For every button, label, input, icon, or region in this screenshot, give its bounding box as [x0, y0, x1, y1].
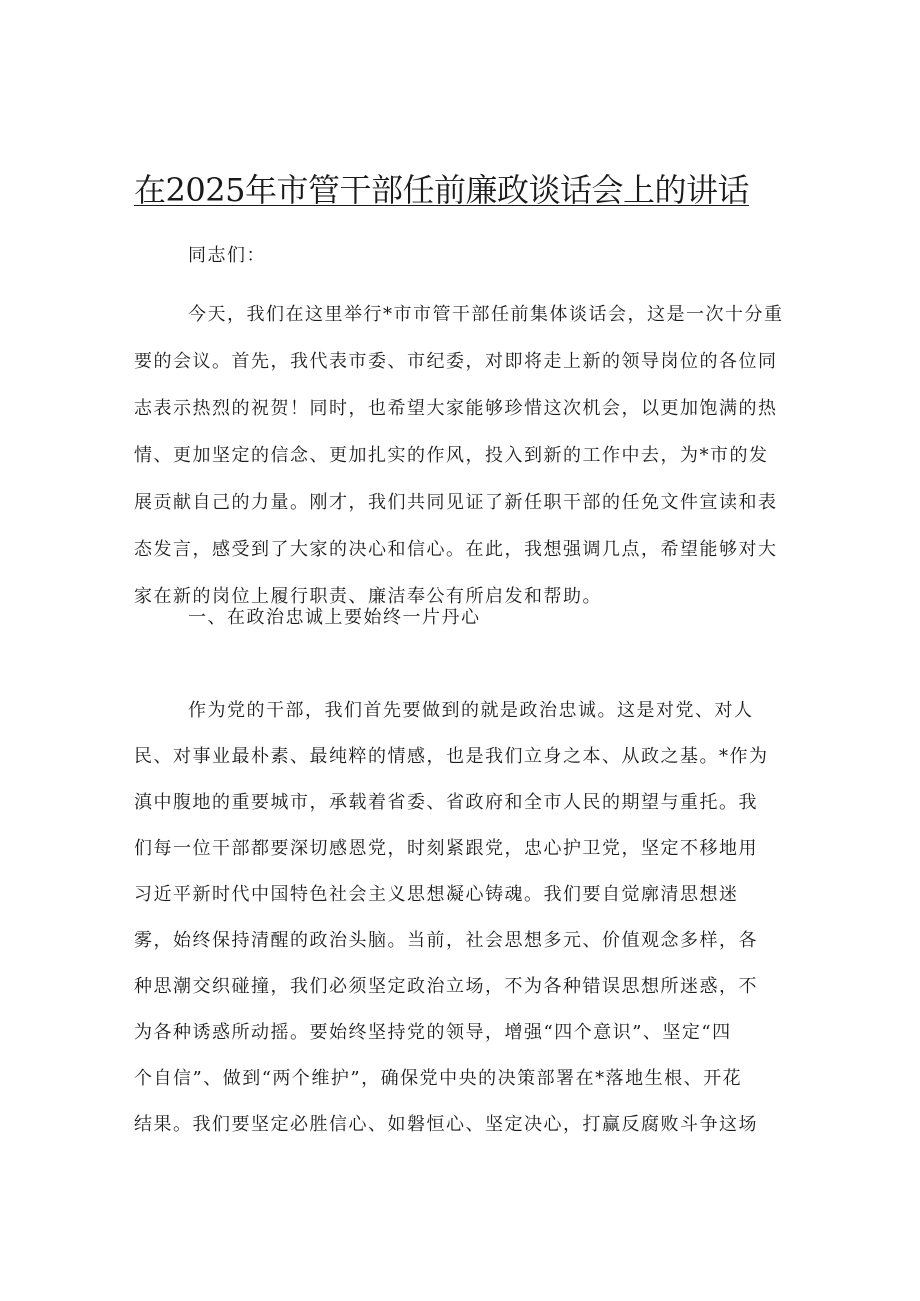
- greeting: 同志们：: [188, 245, 266, 266]
- text-line: 今天，我们在这里举行*市市管干部任前集体谈话会，这是一次十分重: [188, 304, 784, 325]
- paragraph-political-loyalty: [134, 688, 769, 1148]
- text-line: 要的会议。首先，我代表市委、市纪委，对即将走上新的领导岗位的各位同: [134, 351, 778, 372]
- text-line: 习近平新时代中国特色社会主义思想凝心铸魂。我们要自觉廓清思想迷: [134, 884, 739, 905]
- text-line: 结果。我们要坚定必胜信心、如磐恒心、坚定决心，打赢反腐败斗争这场: [134, 1114, 758, 1135]
- text-line: 家在新的岗位上履行职责、廉洁奉公有所启发和帮助。: [134, 586, 602, 607]
- text-line: 滇中腹地的重要城市，承载着省委、省政府和全市人民的期望与重托。我: [134, 792, 758, 813]
- text-line: 情、更加坚定的信念、更加扎实的作风，投入到新的工作中去，为*市的发: [134, 445, 769, 466]
- text-line: 们每一位干部都要深切感恩党，时刻紧跟党，忠心护卫党，坚定不移地用: [134, 838, 758, 859]
- text-line: 个自信”、做到“两个维护”，确保党中央的决策部署在*落地生根、开花: [134, 1068, 743, 1089]
- text-line: 为各种诱惑所动摇。要始终坚持党的领导，增强“四个意识”、坚定“四: [134, 1022, 732, 1043]
- text-line: 志表示热烈的祝贺！同时，也希望大家能够珍惜这次机会，以更加饱满的热: [134, 398, 778, 419]
- section-heading: 一、在政治忠诚上要始终一片丹心: [188, 607, 481, 628]
- text-line: 态发言，感受到了大家的决心和信心。在此，我想强调几点，希望能够对大: [134, 539, 778, 560]
- text-line: 展贡献自己的力量。刚才，我们共同见证了新任职干部的任免文件宣读和表: [134, 492, 778, 513]
- text-line: 种思潮交织碰撞，我们必须坚定政治立场，不为各种错误思想所迷惑，不: [134, 976, 758, 997]
- text-line: 作为党的干部，我们首先要做到的就是政治忠诚。这是对党、对人: [188, 700, 754, 721]
- text-line: 雾，始终保持清醒的政治头脑。当前，社会思想多元、价值观念多样，各: [134, 930, 758, 951]
- text-line: 民、对事业最朴素、最纯粹的情感，也是我们立身之本、从政之基。*作为: [134, 746, 769, 767]
- paragraph-intro: [134, 291, 784, 620]
- document-title: 在2025年市管干部任前廉政谈话会上的讲话: [134, 171, 749, 209]
